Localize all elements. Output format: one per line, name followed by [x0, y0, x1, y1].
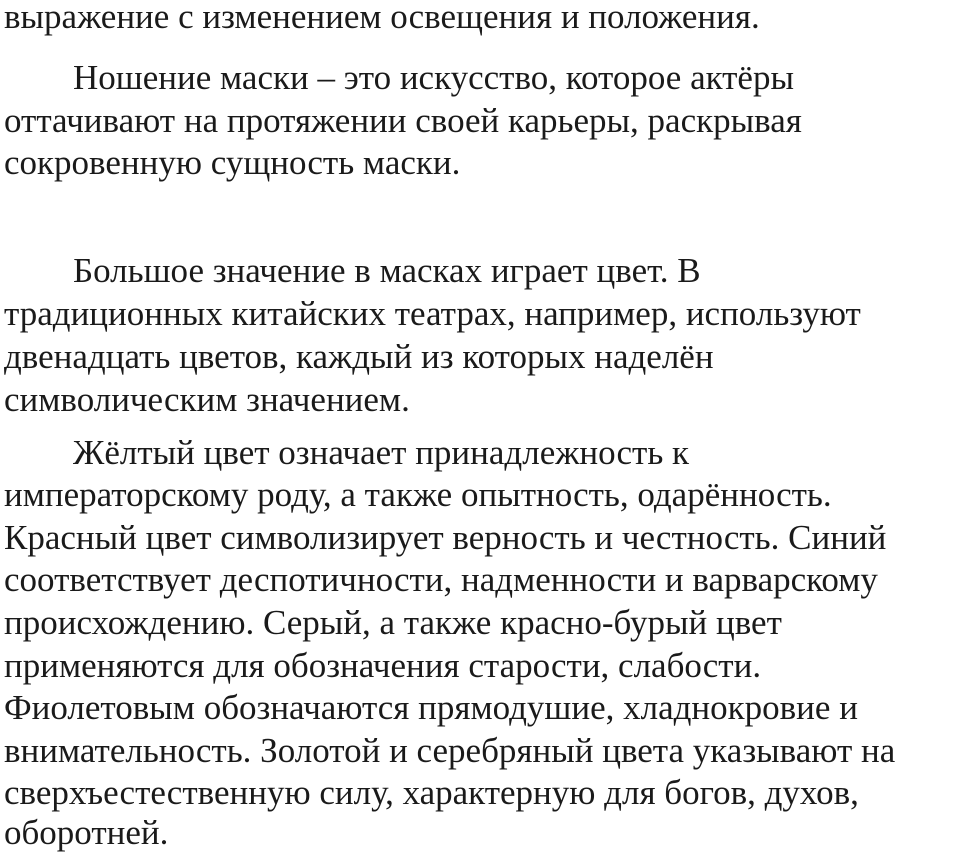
text-line: Большое значение в масках играет цвет. В [73, 251, 701, 290]
text-line: сокровенную сущность маски. [4, 143, 461, 182]
text-line: сверхъестественную силу, характерную для богов, духов, [4, 773, 859, 812]
text-line: императорскому роду, а также опытность, одарённость. [4, 475, 832, 514]
text-line: Фиолетовым обозначаются прямодушие, хладнокровие и [4, 688, 858, 727]
text-line: Красный цвет символизирует верность и честность. Синий [4, 518, 887, 557]
text-line: соответствует деспотичности, надменности и варварскому [4, 560, 878, 599]
text-line: Жёлтый цвет означает принадлежность к [73, 433, 690, 472]
text-line: двенадцать цветов, каждый из которых наделён [4, 337, 714, 376]
text-line: применяются для обозначения старости, слабости. [4, 646, 762, 685]
text-line: традиционных китайских театрах, например, используют [4, 294, 861, 333]
text-line: Ношение маски – это искусство, которое актёры [73, 58, 794, 97]
text-line: символическим значением. [4, 380, 410, 419]
text-line: выражение с изменением освещения и положения. [4, 0, 760, 36]
text-line: оттачивают на протяжении своей карьеры, раскрывая [4, 101, 802, 140]
text-line: оборотней. [4, 813, 169, 852]
text-line: внимательность. Золотой и серебряный цвета указывают на [4, 731, 896, 770]
text-line: происхождению. Серый, а также красно-бурый цвет [4, 603, 782, 642]
